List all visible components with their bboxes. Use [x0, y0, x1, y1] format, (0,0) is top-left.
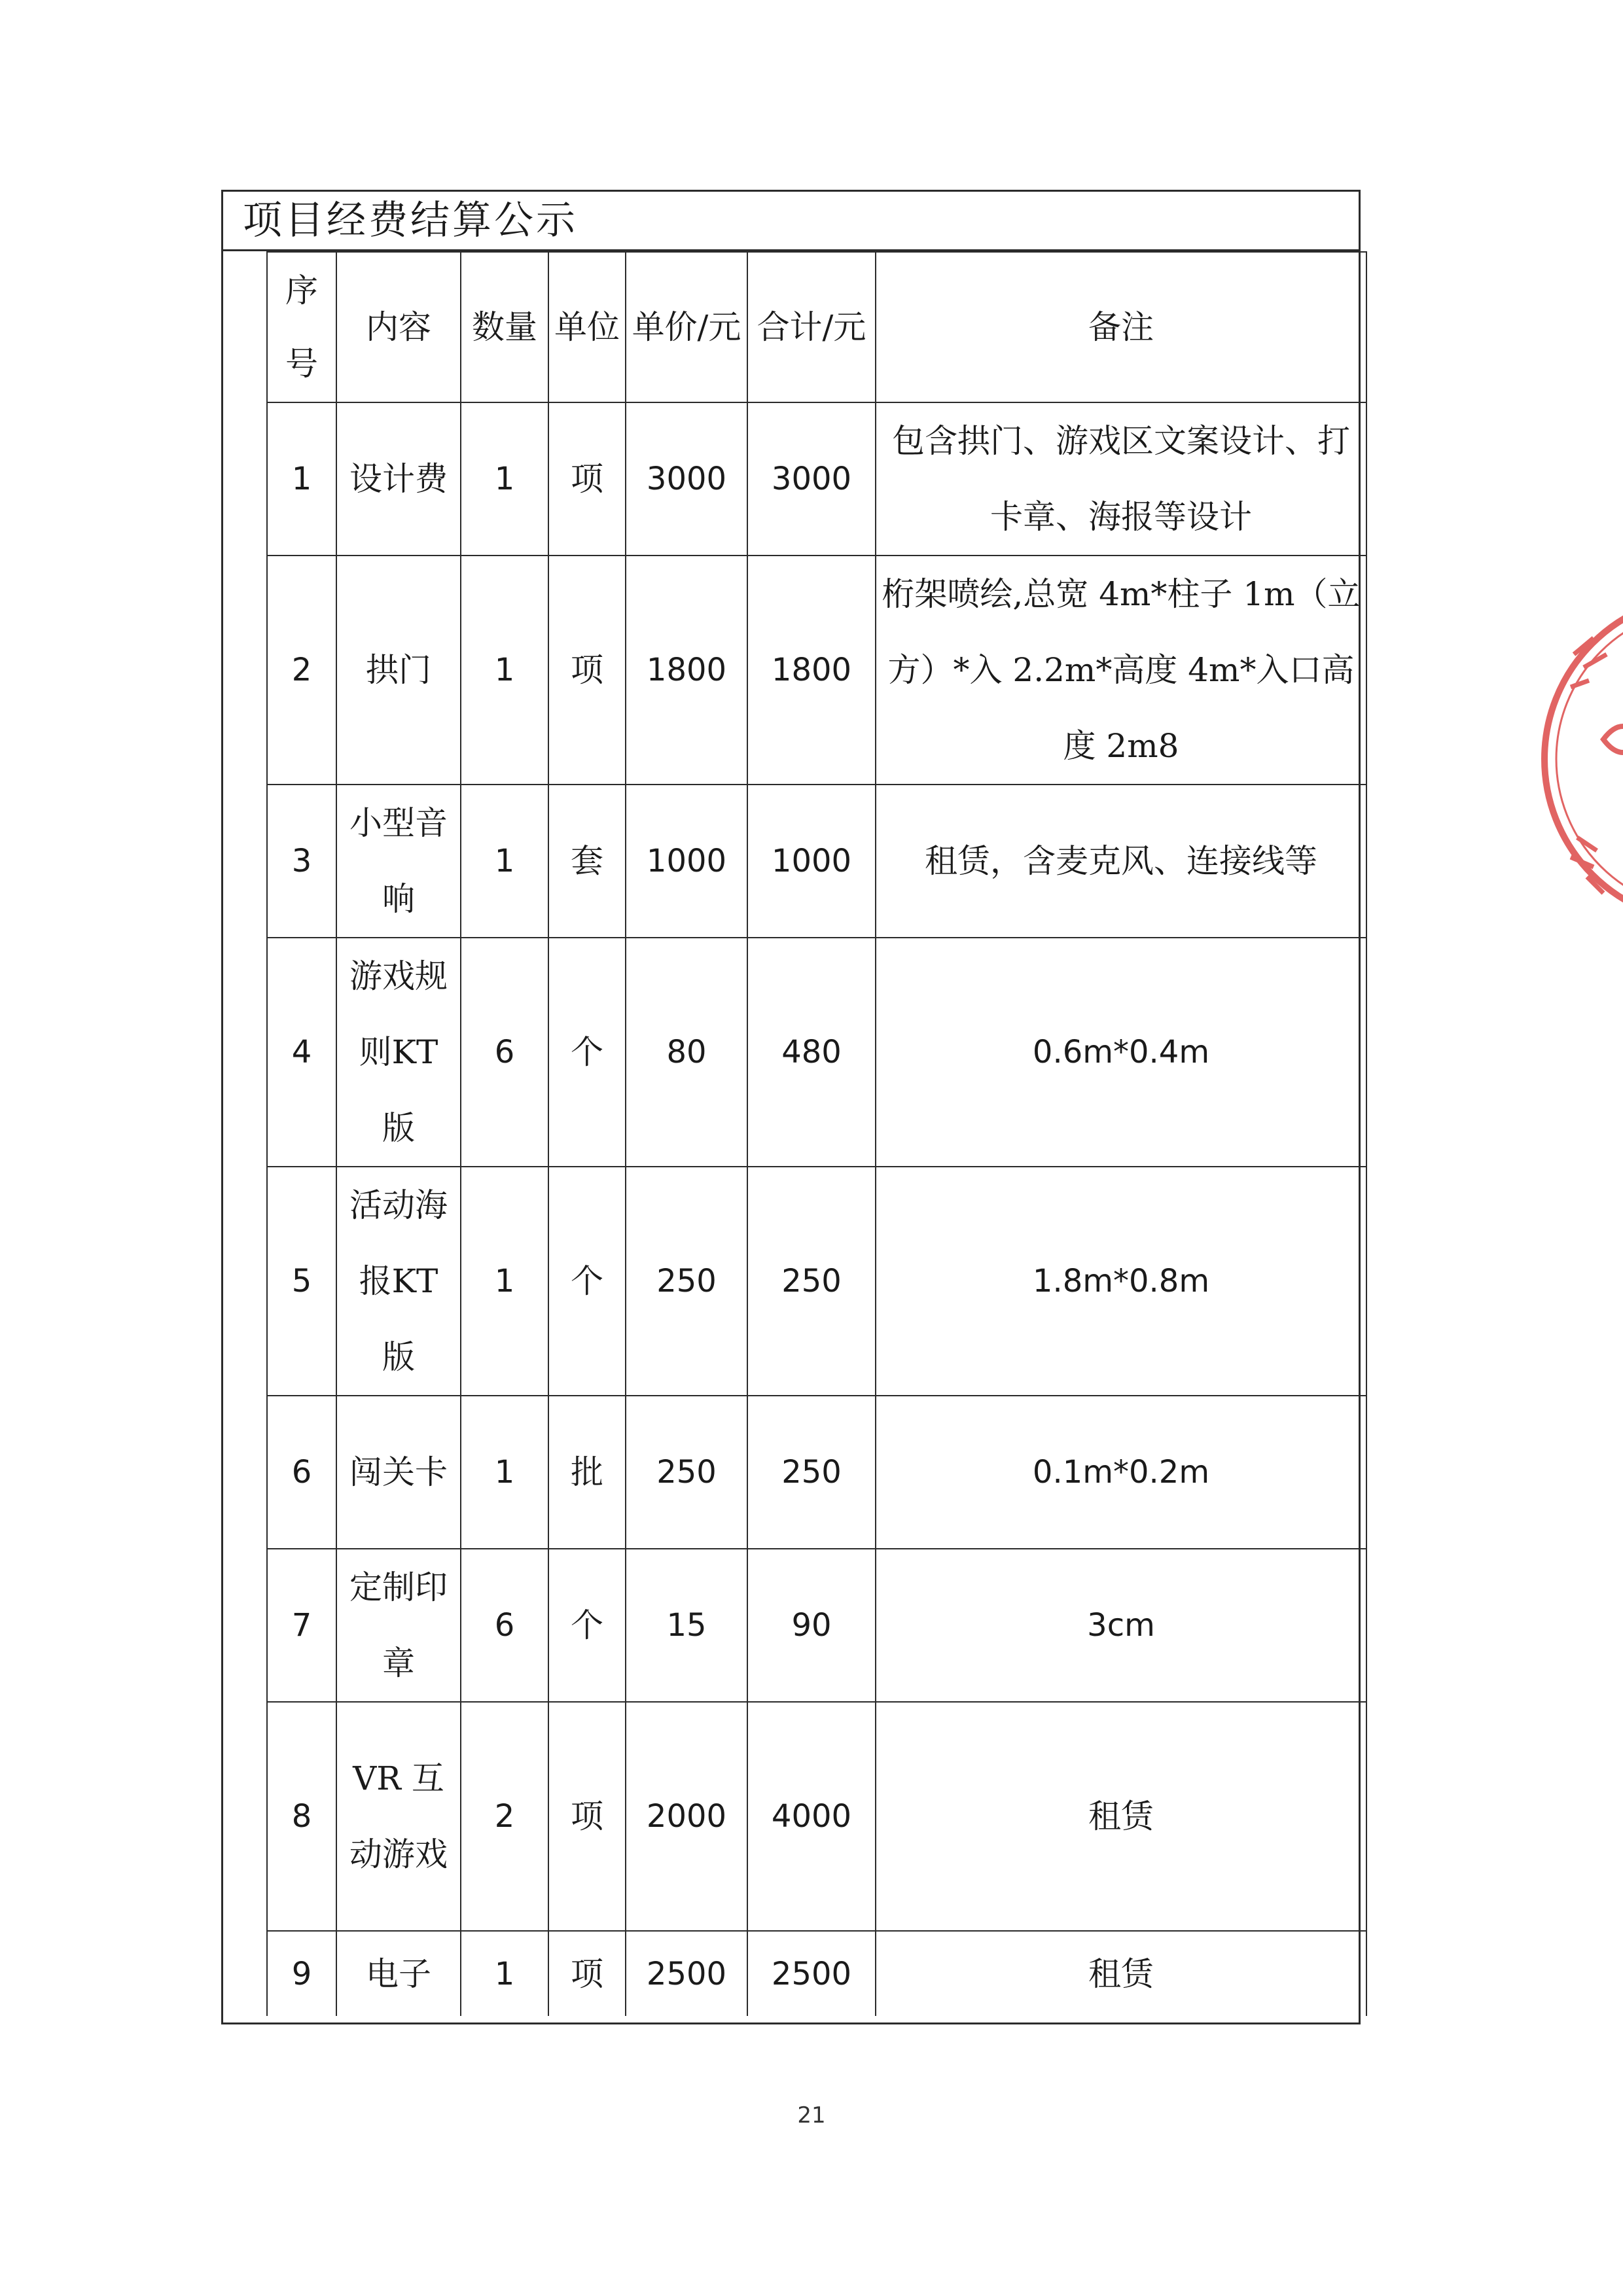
cell-qty: 6 [461, 938, 548, 1167]
cell-unit: 项 [548, 1931, 626, 2016]
cell-unit-price: 2000 [626, 1702, 747, 1931]
cell-unit-price: 2500 [626, 1931, 747, 2016]
header-unit-price: 单价/元 [626, 252, 747, 402]
cell-content: 小型音响 [336, 785, 461, 938]
cell-content: 游戏规则KT 版 [336, 938, 461, 1167]
table-row [267, 1549, 1366, 1702]
cell-note: 包含拱门、游戏区文案设计、打卡章、海报等设计 [876, 402, 1366, 556]
cell-qty: 1 [461, 402, 548, 556]
document-title: 项目经费结算公示 [223, 192, 1359, 251]
cell-seq: 7 [267, 1549, 336, 1702]
cell-note: 租赁 [876, 1931, 1366, 2016]
header-content: 内容 [336, 252, 461, 402]
cell-unit-price: 1800 [626, 556, 747, 785]
page-number: 21 [797, 2102, 826, 2128]
cell-content: 定制印章 [336, 1549, 461, 1702]
cell-qty: 1 [461, 1396, 548, 1549]
cell-seq: 1 [267, 402, 336, 556]
cell-unit: 项 [548, 1702, 626, 1931]
cell-content: 拱门 [336, 556, 461, 785]
cell-note: 租赁 [876, 1702, 1366, 1931]
red-seal-stamp [1525, 576, 1623, 942]
cell-total: 250 [747, 1167, 876, 1396]
cell-total: 1000 [747, 785, 876, 938]
table-row [267, 556, 1366, 785]
cell-total: 3000 [747, 402, 876, 556]
cell-unit-price: 1000 [626, 785, 747, 938]
cell-note: 租赁，含麦克风、连接线等 [876, 785, 1366, 938]
table-row [267, 1167, 1366, 1396]
header-total: 合计/元 [747, 252, 876, 402]
cell-qty: 2 [461, 1702, 548, 1931]
cell-note: 桁架喷绘,总宽 4m*柱子 1m（立方）*入 2.2m*高度 4m*入口高度 2m8 [876, 556, 1366, 785]
header-note: 备注 [876, 252, 1366, 402]
cell-content: VR 互动游戏 [336, 1702, 461, 1931]
cell-content: 活动海报KT 版 [336, 1167, 461, 1396]
cell-seq: 5 [267, 1167, 336, 1396]
header-unit: 单位 [548, 252, 626, 402]
cell-total: 4000 [747, 1702, 876, 1931]
cell-qty: 6 [461, 1549, 548, 1702]
cell-unit: 套 [548, 785, 626, 938]
cell-unit-price: 250 [626, 1167, 747, 1396]
cell-unit: 项 [548, 402, 626, 556]
cell-unit: 项 [548, 556, 626, 785]
cell-total: 250 [747, 1396, 876, 1549]
cell-seq: 8 [267, 1702, 336, 1931]
cell-qty: 1 [461, 1167, 548, 1396]
cell-unit-price: 80 [626, 938, 747, 1167]
cell-seq: 2 [267, 556, 336, 785]
table-row [267, 1396, 1366, 1549]
cell-qty: 1 [461, 1931, 548, 2016]
cell-note: 3cm [876, 1549, 1366, 1702]
seal-inner-mark [1603, 726, 1623, 752]
cell-seq: 3 [267, 785, 336, 938]
table-row [267, 785, 1366, 938]
cell-total: 2500 [747, 1931, 876, 2016]
cell-seq: 6 [267, 1396, 336, 1549]
cell-qty: 1 [461, 556, 548, 785]
cell-note: 1.8m*0.8m [876, 1167, 1366, 1396]
document-frame [221, 190, 1361, 2024]
cell-seq: 4 [267, 938, 336, 1167]
budget-table [266, 251, 1367, 2016]
cell-total: 480 [747, 938, 876, 1167]
table-row [267, 402, 1366, 556]
cell-note: 0.6m*0.4m [876, 938, 1366, 1167]
header-qty: 数量 [461, 252, 548, 402]
cell-seq: 9 [267, 1931, 336, 2016]
table-row [267, 938, 1366, 1167]
cell-content: 电子 [336, 1931, 461, 2016]
cell-content: 设计费 [336, 402, 461, 556]
cell-unit-price: 3000 [626, 402, 747, 556]
cell-unit: 个 [548, 938, 626, 1167]
cell-note: 0.1m*0.2m [876, 1396, 1366, 1549]
cell-unit-price: 15 [626, 1549, 747, 1702]
cell-total: 90 [747, 1549, 876, 1702]
cell-unit: 批 [548, 1396, 626, 1549]
cell-total: 1800 [747, 556, 876, 785]
table-row [267, 1931, 1366, 2016]
cell-unit: 个 [548, 1167, 626, 1396]
table-header-row [267, 252, 1366, 402]
cell-qty: 1 [461, 785, 548, 938]
header-seq: 序号 [267, 252, 336, 402]
table-row [267, 1702, 1366, 1931]
cell-unit: 个 [548, 1549, 626, 1702]
cell-content: 闯关卡 [336, 1396, 461, 1549]
cell-unit-price: 250 [626, 1396, 747, 1549]
